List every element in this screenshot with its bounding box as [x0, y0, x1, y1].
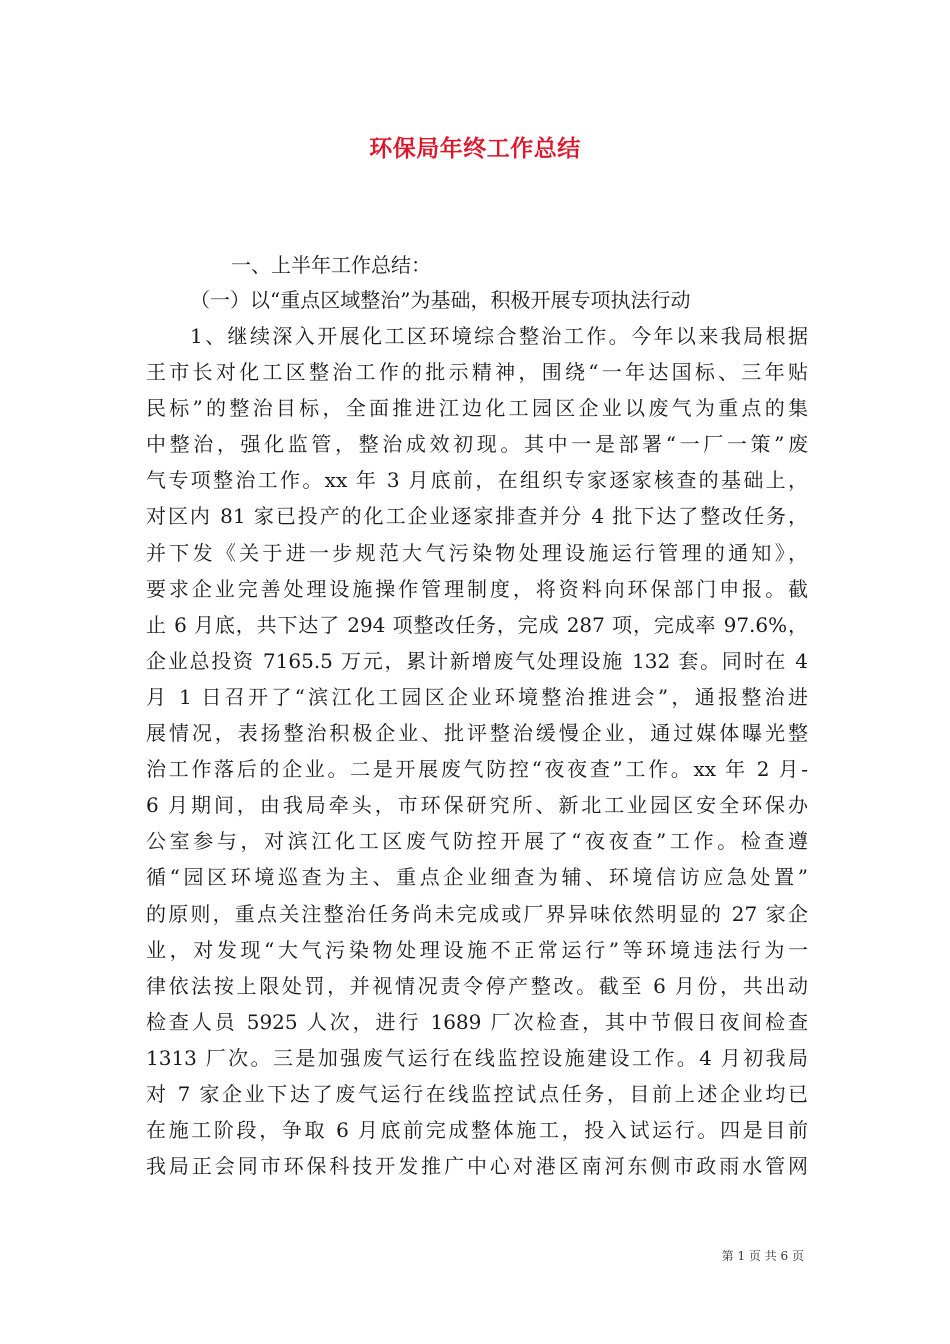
section-heading: 一、上半年工作总结： [231, 253, 431, 277]
document-title: 环保局年终工作总结 [369, 136, 581, 162]
page-number-footer: 第 1 页 共 6 页 [721, 1249, 804, 1263]
body-line: 对 7 家企业下达了废气运行在线监控试点任务，目前上述企业均已 [146, 1081, 808, 1106]
body-line: 月 1 日召开了“滨江化工园区企业环境整治推进会”，通报整治进 [146, 684, 808, 709]
body-line: 王市长对化工区整治工作的批示精神，围绕“一年达国标、三年贴 [146, 360, 808, 385]
body-line: 要求企业完善处理设施操作管理制度，将资料向环保部门申报。截 [146, 576, 808, 601]
body-line: 检查人员 5925 人次，进行 1689 厂次检查，其中节假日夜间检查 [146, 1009, 808, 1034]
body-line: 6 月期间，由我局牵头，市环保研究所、新北工业园区安全环保办 [146, 793, 808, 818]
body-line: 气专项整治工作。xx 年 3 月底前，在组织专家逐家核查的基础上， [146, 468, 808, 493]
body-line: 在施工阶段，争取 6 月底前完成整体施工，投入试运行。四是目前 [146, 1118, 808, 1143]
body-line: 1、继续深入开展化工区环境综合整治工作。今年以来我局根据 [190, 324, 808, 348]
sub-heading: （一）以“重点区域整治”为基础，积极开展专项执法行动 [190, 288, 691, 312]
body-line: 并下发《关于进一步规范大气污染物处理设施运行管理的通知》， [146, 540, 808, 565]
body-line: 业，对发现“大气污染物处理设施不正常运行”等环境违法行为一 [146, 937, 808, 962]
body-line: 治工作落后的企业。二是开展废气防控“夜夜查”工作。xx 年 2 月- [146, 757, 808, 782]
body-paragraph [146, 318, 808, 1184]
body-line: 企业总投资 7165.5 万元，累计新增废气处理设施 132 套。同时在 4 [146, 648, 808, 673]
body-line: 1313 厂次。三是加强废气运行在线监控设施建设工作。4 月初我局 [146, 1045, 808, 1070]
body-line: 中整治，强化监管，整治成效初现。其中一是部署“一厂一策”废 [146, 432, 808, 457]
body-line: 的原则，重点关注整治任务尚未完成或厂界异味依然明显的 27 家企 [146, 901, 808, 926]
body-line: 止 6 月底，共下达了 294 项整改任务，完成 287 项，完成率 97.6%， [146, 612, 808, 637]
body-line: 律依法按上限处罚，并视情况责令停产整改。截至 6 月份，共出动 [146, 973, 808, 998]
body-line: 展情况，表扬整治积极企业、批评整治缓慢企业，通过媒体曝光整 [146, 721, 808, 746]
body-line: 公室参与，对滨江化工区废气防控开展了“夜夜查”工作。检查遵 [146, 829, 808, 854]
body-line: 循“园区环境巡查为主、重点企业细查为辅、环境信访应急处置” [146, 865, 808, 890]
body-line: 我局正会同市环保科技开发推广中心对港区南河东侧市政雨水管网 [146, 1154, 808, 1179]
body-line: 民标”的整治目标，全面推进江边化工园区企业以废气为重点的集 [146, 396, 808, 421]
body-line: 对区内 81 家已投产的化工企业逐家排查并分 4 批下达了整改任务， [146, 504, 808, 529]
